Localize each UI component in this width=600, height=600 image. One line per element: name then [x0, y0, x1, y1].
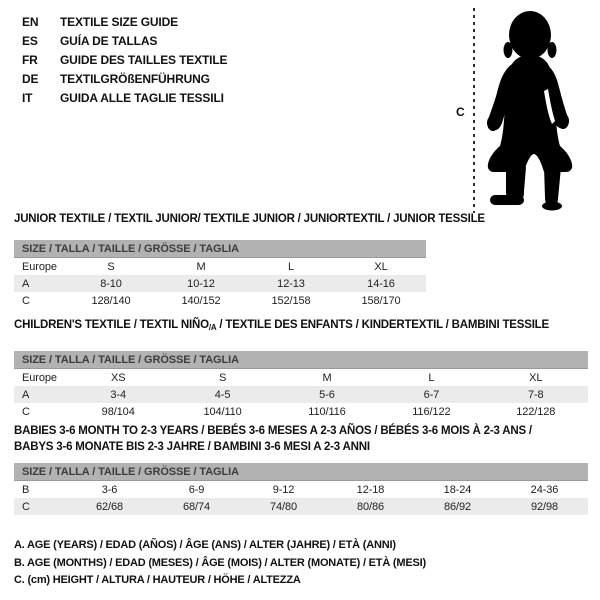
babies-section-title [14, 423, 588, 455]
children-title-prefix: CHILDREN'S TEXTILE / TEXTIL NIÑO [14, 319, 209, 331]
size-value-cell: 14-16 [336, 275, 426, 292]
babies-size-table [14, 481, 588, 515]
size-value-cell: 9-12 [272, 483, 295, 496]
language-row [22, 51, 227, 70]
language-title: GUÍA DE TALLAS [60, 34, 158, 48]
size-value-cell: 62/68 [66, 498, 153, 515]
children-size-table [14, 369, 588, 420]
table-row [14, 292, 426, 309]
height-measure-dotted-line [473, 8, 475, 213]
table-row [14, 275, 426, 292]
size-value-cell: 4-5 [170, 386, 274, 403]
language-code: ES [22, 34, 38, 48]
baby-silhouette-icon [486, 9, 586, 214]
size-value-cell: 104/110 [203, 405, 242, 418]
size-value-cell: S [218, 371, 227, 384]
table-row [14, 369, 588, 386]
footnotes [14, 537, 426, 590]
size-value-cell: 74/80 [240, 498, 327, 515]
size-value-cell: 140/152 [181, 294, 221, 307]
size-value-cell: 122/128 [516, 405, 556, 418]
children-title-suffix: / TEXTILE DES ENFANTS / KINDERTEXTIL / BAMBINI TESSILE [216, 319, 549, 331]
language-row [22, 32, 227, 51]
size-value-cell: 80/86 [327, 498, 414, 515]
size-value-cell: 18-24 [443, 483, 472, 496]
language-title: GUIDA ALLE TAGLIE TESSILI [60, 91, 224, 105]
table-row [14, 498, 588, 515]
size-value-cell: L [287, 260, 295, 273]
junior-section-title: JUNIOR TEXTILE / TEXTIL JUNIOR/ TEXTILE JUNIOR / JUNIORTEXTIL / JUNIOR TESSILE [14, 213, 485, 225]
size-value-cell: 7-8 [484, 386, 588, 403]
row-label-cell: Europe [22, 260, 57, 273]
table-row [14, 481, 588, 498]
size-value-cell: 3-6 [101, 483, 118, 496]
size-value-cell: 158/170 [361, 294, 401, 307]
language-list [22, 13, 227, 108]
junior-size-header-bar: SIZE / TALLA / TAILLE / GRÖSSE / TAGLIA [14, 240, 426, 258]
size-value-cell: 92/98 [501, 498, 588, 515]
size-value-cell: 128/140 [91, 294, 131, 307]
size-value-cell: XS [110, 371, 126, 384]
language-code: DE [22, 72, 39, 86]
footnote-height-cm: C. (cm) HEIGHT / ALTURA / HAUTEUR / HÖHE / ALTEZZA [14, 574, 301, 586]
size-value-cell: 98/104 [101, 405, 135, 418]
size-value-cell: M [322, 371, 332, 384]
size-value-cell: XL [529, 371, 543, 384]
size-value-cell: 110/116 [308, 405, 346, 418]
row-label-cell: A [14, 386, 66, 403]
size-value-cell: 12-18 [356, 483, 385, 496]
size-value-cell: 8-10 [66, 275, 156, 292]
table-row [14, 386, 588, 403]
junior-size-table [14, 258, 426, 309]
language-code: IT [22, 91, 33, 105]
language-title: TEXTILE SIZE GUIDE [60, 15, 178, 29]
size-value-cell: 86/92 [414, 498, 501, 515]
size-value-cell: XL [374, 260, 388, 273]
babies-section [14, 423, 588, 515]
children-title-subscript: /A [208, 323, 217, 332]
row-label-cell: B [22, 483, 30, 496]
size-value-cell: S [107, 260, 115, 273]
height-measure-label: C [456, 105, 465, 119]
junior-section [14, 212, 485, 309]
size-value-cell: 10-12 [156, 275, 246, 292]
table-row [14, 403, 588, 420]
language-code: EN [22, 15, 39, 29]
size-value-cell: 12-13 [246, 275, 336, 292]
language-code: FR [22, 53, 38, 67]
babies-title-line2: BABYS 3-6 MONATE BIS 2-3 JAHRE / BAMBINI 3-6 MESI A 2-3 ANNI [14, 441, 370, 453]
size-value-cell: 116/122 [412, 405, 451, 418]
language-title: GUIDE DES TAILLES TEXTILE [60, 53, 228, 67]
language-title: TEXTILGRÖßENFÜHRUNG [60, 72, 210, 86]
babies-size-header-bar: SIZE / TALLA / TAILLE / GRÖSSE / TAGLIA [14, 463, 588, 481]
footnote-age-years: A. AGE (YEARS) / EDAD (AÑOS) / ÂGE (ANS) / ALTER (JAHRE) / ETÀ (ANNI) [14, 539, 396, 551]
children-section [14, 318, 588, 420]
language-row [22, 89, 227, 108]
row-label-cell: A [14, 275, 66, 292]
size-value-cell: L [428, 371, 435, 384]
row-label-cell: Europe [22, 371, 57, 384]
size-value-cell: M [196, 260, 206, 273]
size-value-cell: 3-4 [66, 386, 170, 403]
size-value-cell: 6-9 [188, 483, 205, 496]
babies-title-line1: BABIES 3-6 MONTH TO 2-3 YEARS / BEBÉS 3-6 MESES A 2-3 AÑOS / BÉBÉS 3-6 MOIS À 2-3 ANS / [14, 425, 532, 437]
size-value-cell: 68/74 [153, 498, 240, 515]
language-row [22, 70, 227, 89]
children-section-title [14, 318, 588, 335]
children-size-header-bar: SIZE / TALLA / TAILLE / GRÖSSE / TAGLIA [14, 351, 588, 369]
size-value-cell: 24-36 [530, 483, 559, 496]
size-value-cell: 5-6 [275, 386, 379, 403]
table-row [14, 258, 426, 275]
size-value-cell: 152/158 [271, 294, 311, 307]
footnote-age-months: B. AGE (MONTHS) / EDAD (MESES) / ÂGE (MOIS) / ALTER (MONATE) / ETÀ (MESI) [14, 556, 426, 569]
row-label-cell: C [22, 405, 30, 418]
language-row [22, 13, 227, 32]
row-label-cell: C [22, 294, 30, 307]
row-label-cell: C [14, 498, 66, 515]
size-value-cell: 6-7 [379, 386, 483, 403]
